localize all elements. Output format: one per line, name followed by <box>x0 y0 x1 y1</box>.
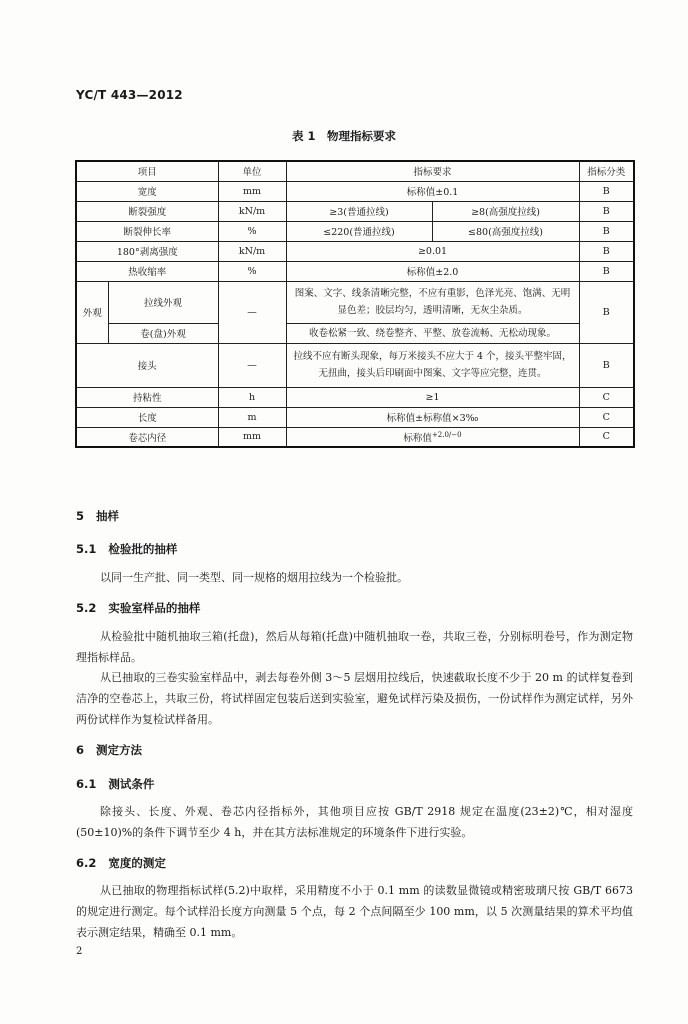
unit-cell: kN/m <box>218 241 286 261</box>
unit-cell: mm <box>218 181 286 201</box>
paragraph-6-2: 从已抽取的物理指标试样(5.2)中取样，采用精度不小于 0.1 mm 的读数显微镜或精密玻璃尺按 GB/T 6673 的规定进行测定。每个试样沿长度方向测量 5 个点，每 2 个点间隔至少 100 mm，以 5 次测量结果的算术平均值表示测定结果，精确至 0.1 mm。 <box>76 884 633 939</box>
category-cell: B <box>579 261 634 281</box>
tolerance-superscript: +2.0/−0 <box>431 430 462 439</box>
nominal-value-text: 标称值 <box>403 432 432 444</box>
table-row <box>76 261 634 281</box>
table-row <box>76 387 634 407</box>
table-row <box>76 241 634 261</box>
category-cell: B <box>579 221 634 241</box>
unit-cell: h <box>218 387 286 407</box>
document-code: YC/T 443—2012 <box>76 88 183 102</box>
requirement-cell: ≥0.01 <box>286 241 579 261</box>
requirement-cell: 标称值±2.0 <box>286 261 579 281</box>
table-row <box>76 201 634 221</box>
category-cell: B <box>579 281 634 343</box>
section-heading-6-1: 6.1 测试条件 <box>76 777 155 791</box>
header-category: 指标分类 <box>579 161 634 181</box>
requirement-cell: ≥1 <box>286 387 579 407</box>
paragraph-5-2-b: 从已抽取的三卷实验室样品中，剥去每卷外侧 3～5 层烟用拉线后，快速截取长度不少于 20 m 的试样复卷到洁净的空卷芯上，共取三份，将试样固定包装后送到实验室，避免试样污染及损伤，一份试样作为测定试样，另外两份试样作为复检试样备用。 <box>76 671 633 726</box>
item-cell: 卷(盘)外观 <box>108 323 218 343</box>
appearance-group-cell: 外观 <box>76 281 108 343</box>
category-cell: B <box>579 241 634 261</box>
unit-cell: % <box>218 261 286 281</box>
unit-cell: m <box>218 407 286 427</box>
requirement-cell: ≤80(高强度拉线) <box>432 221 579 241</box>
item-cell: 热收缩率 <box>76 261 218 281</box>
requirement-cell: ≤220(普通拉线) <box>286 221 432 241</box>
paragraph-5-2-a: 从检验批中随机抽取三箱(托盘)，然后从每箱(托盘)中随机抽取一卷，共取三卷，分别标明卷号，作为测定物理指标样品。 <box>76 630 633 664</box>
paragraph-6-1: 除接头、长度、外观、卷芯内径指标外，其他项目应按 GB/T 2918 规定在温度(23±2)℃，相对湿度(50±10)%的条件下调节至少 4 h，并在其方法标准规定的环境条件下进行实验。 <box>76 805 633 839</box>
requirement-cell: 标称值±标称值×3‰ <box>286 407 579 427</box>
item-cell: 断裂强度 <box>76 201 218 221</box>
item-cell: 180°剥离强度 <box>76 241 218 261</box>
header-unit: 单位 <box>218 161 286 181</box>
unit-cell: % <box>218 221 286 241</box>
requirement-cell: 图案、文字、线条清晰完整，不应有重影，色泽光亮、饱满、无明显色差；胶层均匀，透明清晰，无灰尘杂质。 <box>286 281 579 323</box>
table-row <box>76 427 634 447</box>
item-cell: 接头 <box>76 343 218 387</box>
item-cell: 长度 <box>76 407 218 427</box>
unit-cell: — <box>218 281 286 343</box>
table-title: 表 1 物理指标要求 <box>291 129 396 143</box>
requirement-cell: 收卷松紧一致、绕卷整齐、平整、放卷流畅、无松动现象。 <box>286 323 579 343</box>
table-row <box>76 407 634 427</box>
paragraph-5-1: 以同一生产批、同一类型、同一规格的烟用拉线为一个检验批。 <box>100 571 408 584</box>
category-cell: C <box>579 387 634 407</box>
requirement-cell: 拉线不应有断头现象，每万米接头不应大于 4 个，接头平整牢固，无扭曲，接头后印刷面中图案、文字等应完整，连贯。 <box>286 343 579 387</box>
section-heading-6-2: 6.2 宽度的测定 <box>76 856 166 870</box>
table-row <box>76 323 634 343</box>
table-row <box>76 343 634 387</box>
item-cell: 宽度 <box>76 181 218 201</box>
table-row <box>76 181 634 201</box>
category-cell: C <box>579 407 634 427</box>
item-cell: 持粘性 <box>76 387 218 407</box>
item-cell: 拉线外观 <box>108 281 218 323</box>
table-row <box>76 281 634 323</box>
section-heading-5-2: 5.2 实验室样品的抽样 <box>76 601 201 615</box>
header-requirement: 指标要求 <box>286 161 579 181</box>
section-heading-5: 5 抽样 <box>76 509 120 523</box>
unit-cell: — <box>218 343 286 387</box>
requirement-cell <box>286 427 579 447</box>
physical-index-table <box>75 160 635 448</box>
unit-cell: kN/m <box>218 201 286 221</box>
requirement-cell: 标称值±0.1 <box>286 181 579 201</box>
table-header-row <box>76 161 634 181</box>
page-number: 2 <box>76 946 83 957</box>
requirement-cell: ≥3(普通拉线) <box>286 201 432 221</box>
item-cell: 断裂伸长率 <box>76 221 218 241</box>
section-heading-5-1: 5.1 检验批的抽样 <box>76 542 178 556</box>
category-cell: B <box>579 201 634 221</box>
category-cell: B <box>579 181 634 201</box>
table-row <box>76 221 634 241</box>
category-cell: C <box>579 427 634 447</box>
item-cell: 卷芯内径 <box>76 427 218 447</box>
unit-cell: mm <box>218 427 286 447</box>
category-cell: B <box>579 343 634 387</box>
section-heading-6: 6 测定方法 <box>76 743 143 757</box>
header-item: 项目 <box>76 161 218 181</box>
requirement-cell: ≥8(高强度拉线) <box>432 201 579 221</box>
